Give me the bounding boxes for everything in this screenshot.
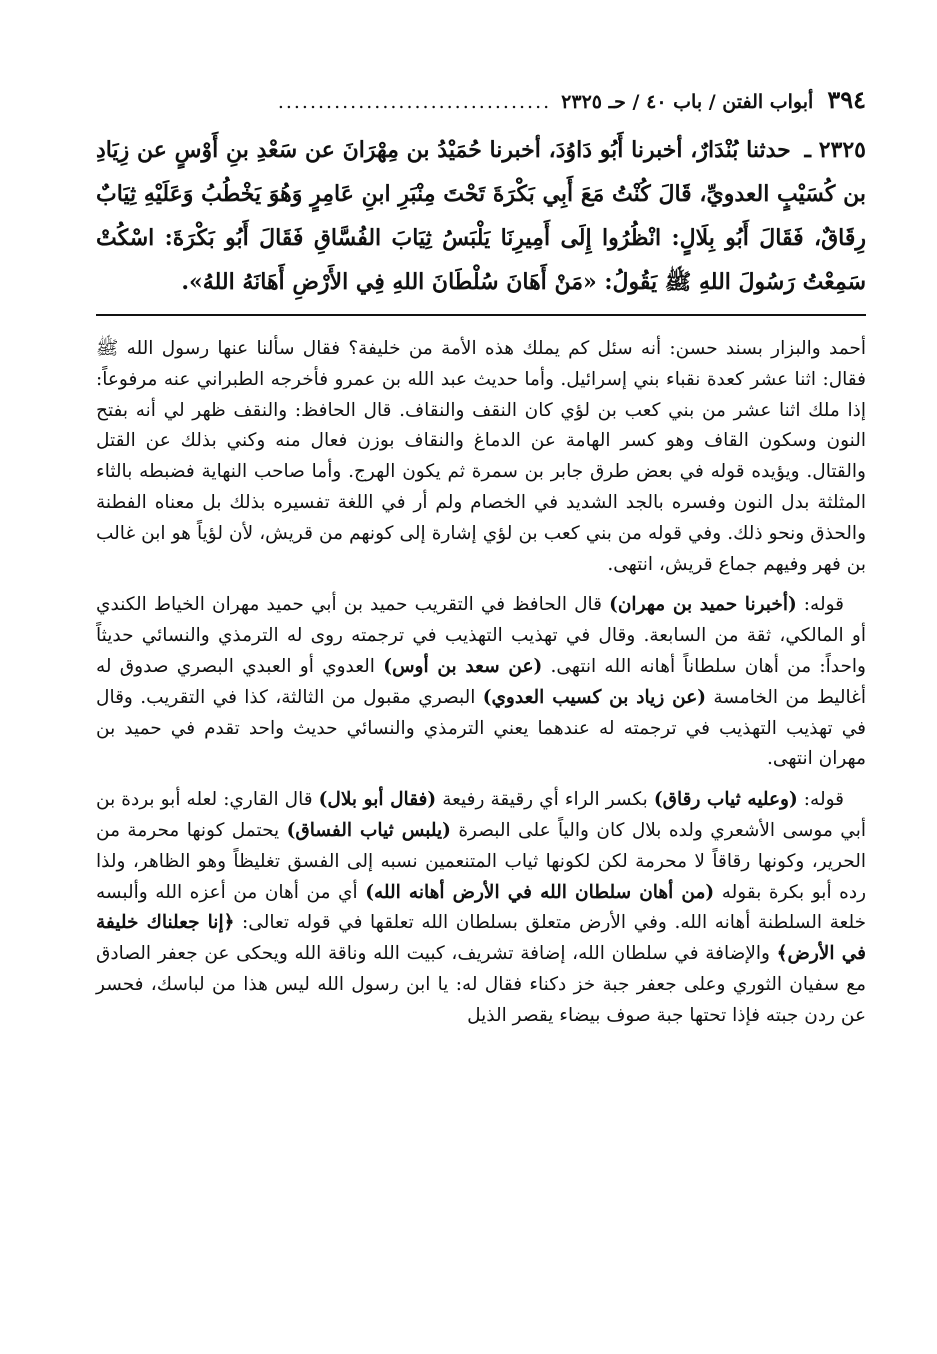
hadith-text-block (96, 128, 866, 304)
page-header (96, 78, 866, 122)
header-leader-dots: .................................. (277, 91, 552, 113)
commentary-text: قوله: (797, 789, 844, 811)
commentary-text: قال الحافظ في التقريب حميد بن أبي حميد مهران الخياط الكندي أو المالكي، ثقة من السابعة. وقال في تهذيب التهذيب في ترجمته روى له الترمذي والنسائي حديثاً واحداً: من أهان سلطاناً أهانه الله انتهى. (96, 594, 866, 677)
hadith-number: ٢٣٢٥ ـ (804, 137, 866, 163)
commentary-paragraph (96, 590, 866, 775)
commentary-text: البصري مقبول من الثالثة، كذا في التقريب. وقال في تهذيب التهذيب في ترجمته له عندهما يعني الترمذي والنسائي حديث واحد تقدم في حميد بن مهران انتهى. (96, 686, 866, 770)
commentary-bold-phrase: (فقال أبو بلال) (318, 789, 437, 811)
commentary-text: قوله: (796, 594, 844, 616)
commentary-text: قال القاري: لعله أبو بردة بن أبي موسى الأشعري ولده بلال كان والياً على البصرة (96, 789, 866, 841)
commentary-text: بكسر الراء أي رقيقة رفيعة (436, 789, 654, 811)
page-number: ٣٩٤ (827, 85, 866, 114)
footnote-divider (96, 314, 866, 316)
book-page (96, 78, 866, 1042)
commentary-text: يحتمل كونها محرمة من الحرير، وكونها رقاقاً لا محرمة لكن لكونها ثياب المتنعمين نسبه إلى الفسق تغليظاً وهو الظاهر، ولذا رده أبو بكرة بقوله (96, 819, 867, 903)
commentary-text: أي من أهان من أعزه الله وألبسه خلعة السلطنة أهانه الله. وفي الأرض متعلق بسلطان الله تعلقها في قوله تعالى: (96, 881, 867, 934)
hadith-body: حدثنا بُنْدَارٌ، أخبرنا أَبُو دَاوُدَ، أخبرنا حُمَيْدُ بن مِهْرَانَ عن سَعْدِ بنِ أَوْسٍ عن زِيَادِ بن كُسَيْبٍ العدويِّ، قَالَ كُنْتُ مَعَ أَبِي بَكْرَةَ تَحْتَ مِنْبَرِ ابنِ عَامِرٍ وَهُوَ يَخْطُبُ وَعَلَيْهِ ثِيَابٌ رِقَاقٌ، فَقَالَ أَبُو بِلَالٍ: انْظُرُوا إِلَى أَمِيرِنَا يَلْبَسُ ثِيَابَ الفُسَّاقِ فَقَالَ أَبُو بَكْرَةَ: اسْكُتْ سَمِعْتُ رَسُولَ اللهِ ﷺ يَقُولُ: «مَنْ أَهَانَ سُلْطَانَ اللهِ فِي الأَرْضِ أَهَانَهُ اللهُ». (96, 137, 866, 295)
commentary-bold-phrase: (أخبرنا حميد بن مهران) (609, 594, 797, 616)
commentary-bold-phrase: (من أهان سلطان الله في الأرض أهانه الله) (365, 881, 715, 903)
quran-quote: ﴿إنا جعلناك خليفة في الأرض﴾ (96, 912, 866, 965)
running-title: أبواب الفتن / باب ٤٠ / حـ ٢٣٢٥ (561, 91, 814, 113)
commentary-bold-phrase: (عن سعد بن أوس) (383, 655, 543, 677)
commentary-text: والإضافة في سلطان الله، إضافة تشريف، كبيت الله وناقة الله ويحكى عن جعفر الصادق مع سفيان الثوري وعلى جعفر جبة خز دكناء فقال له: يا ابن رسول الله ليس هذا من لباسك، فحسر عن ردن جبته فإذا تحتها جبة صوف بيضاء يقصر الذيل (96, 943, 866, 1026)
commentary-section (96, 334, 866, 1032)
commentary-bold-phrase: (وعليه ثياب رقاق) (653, 789, 798, 811)
commentary-bold-phrase: (عن زياد بن كسيب العدوي) (482, 686, 707, 708)
commentary-text: العدوي أو العبدي البصري صدوق له أغاليط من الخامسة (96, 655, 866, 708)
commentary-paragraph (96, 785, 866, 1031)
commentary-bold-phrase: (يلبس ثياب الفساق) (286, 819, 451, 841)
commentary-paragraph: أحمد والبزار بسند حسن: أنه سئل كم يملك هذه الأمة من خليفة؟ فقال سألنا عنها رسول الله ﷺ فقال: اثنا عشر كعدة نقباء بني إسرائيل. وأما حديث عبد الله بن عمرو فأخرجه الطبراني عنه مرفوعاً: إذا ملك اثنا عشر من بني كعب بن لؤي كان النقف والنقاف. قال الحافظ: والنقف ظهر لي أنه بفتح النون وسكون القاف وهو كسر الهامة عن الدماغ والنقاف بوزن فعال منه وكني بذلك عن القتل والقتال. ويؤيده قوله في بعض طرق جابر بن سمرة ثم يكون الهرج. وأما صاحب النهاية فضبطه بالثاء المثلثة بدل النون وفسره بالجد الشديد في الخصام ولم أر في اللغة تفسيره بذلك بل معناه الفطنة والحذق ونحو ذلك. وفي قوله من بني كعب بن لؤي إشارة إلى كونهم من قريش، لأن لؤياً هو ابن غالب بن فهر وفيهم جماع قريش، انتهى. (96, 338, 866, 575)
